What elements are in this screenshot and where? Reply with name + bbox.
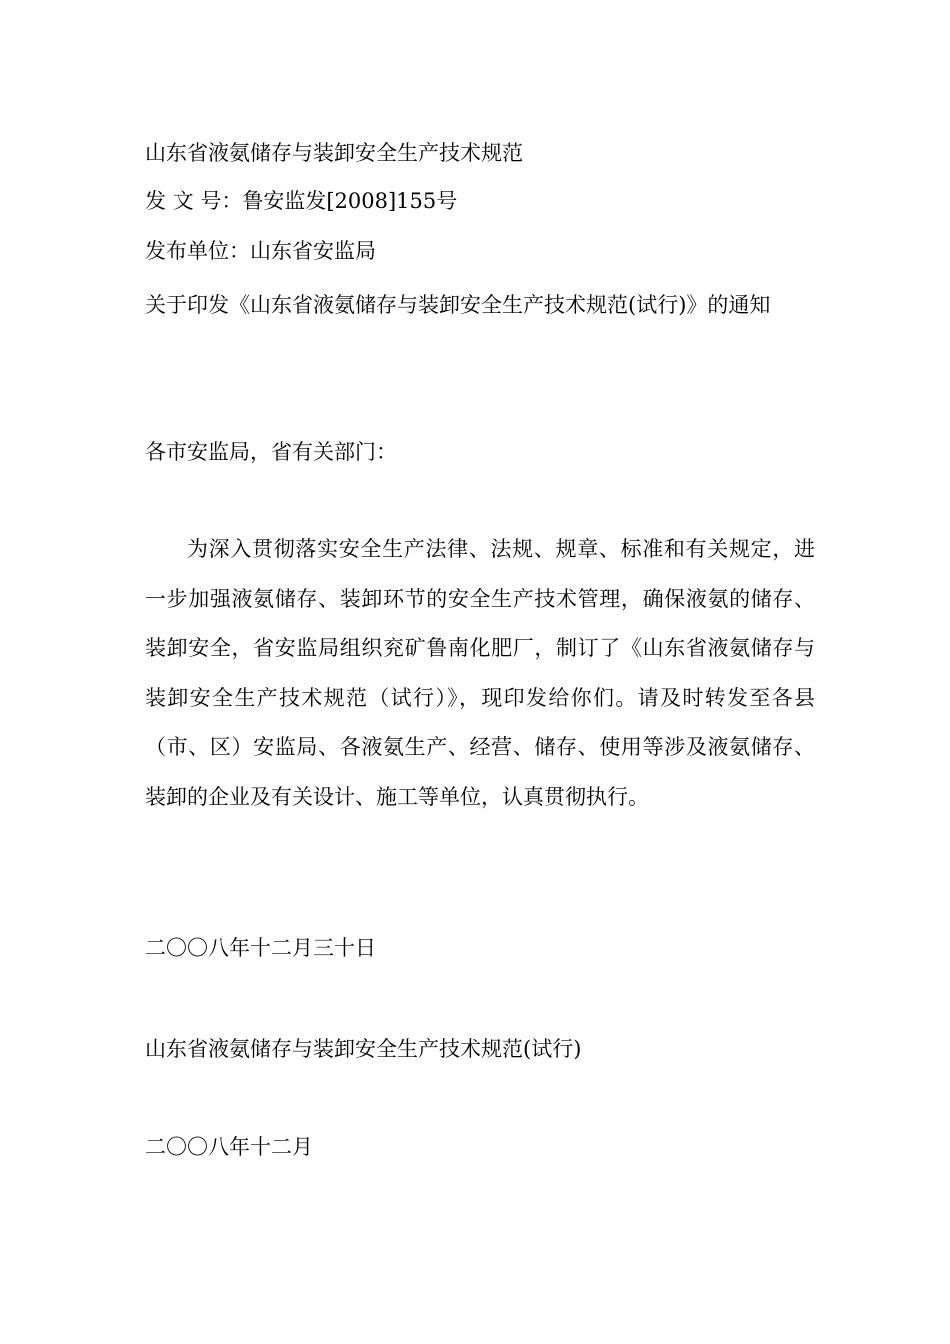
issue-date: 二〇〇八年十二月三十日 <box>145 936 376 960</box>
notice-title: 关于印发《山东省液氨储存与装卸安全生产技术规范(试行)》的通知 <box>145 293 771 317</box>
salutation: 各市安监局，省有关部门： <box>145 440 397 464</box>
issuing-unit: 发布单位：山东省安监局 <box>145 239 376 263</box>
body-paragraph: 为深入贯彻落实安全生产法律、法规、规章、标准和有关规定，进一步加强液氨储存、装卸环节的安全生产技术管理，确保液氨的储存、装卸安全，省安监局组织兖矿鲁南化肥厂，制订了《山东省液氨储存与装卸安全生产技术规范（试行）》，现印发给你们。请及时转发至各县（市、区）安监局、各液氨生产、经营、储存、使用等涉及液氨储存、装卸的企业及有关设计、施工等单位，认真贯彻执行。 <box>145 537 815 809</box>
specification-date: 二〇〇八年十二月 <box>145 1135 313 1159</box>
specification-title: 山东省液氨储存与装卸安全生产技术规范(试行) <box>145 1037 582 1061</box>
document-number: 发 文 号：鲁安监发[2008]155号 <box>145 189 458 213</box>
document-title: 山东省液氨储存与装卸安全生产技术规范 <box>145 141 523 165</box>
